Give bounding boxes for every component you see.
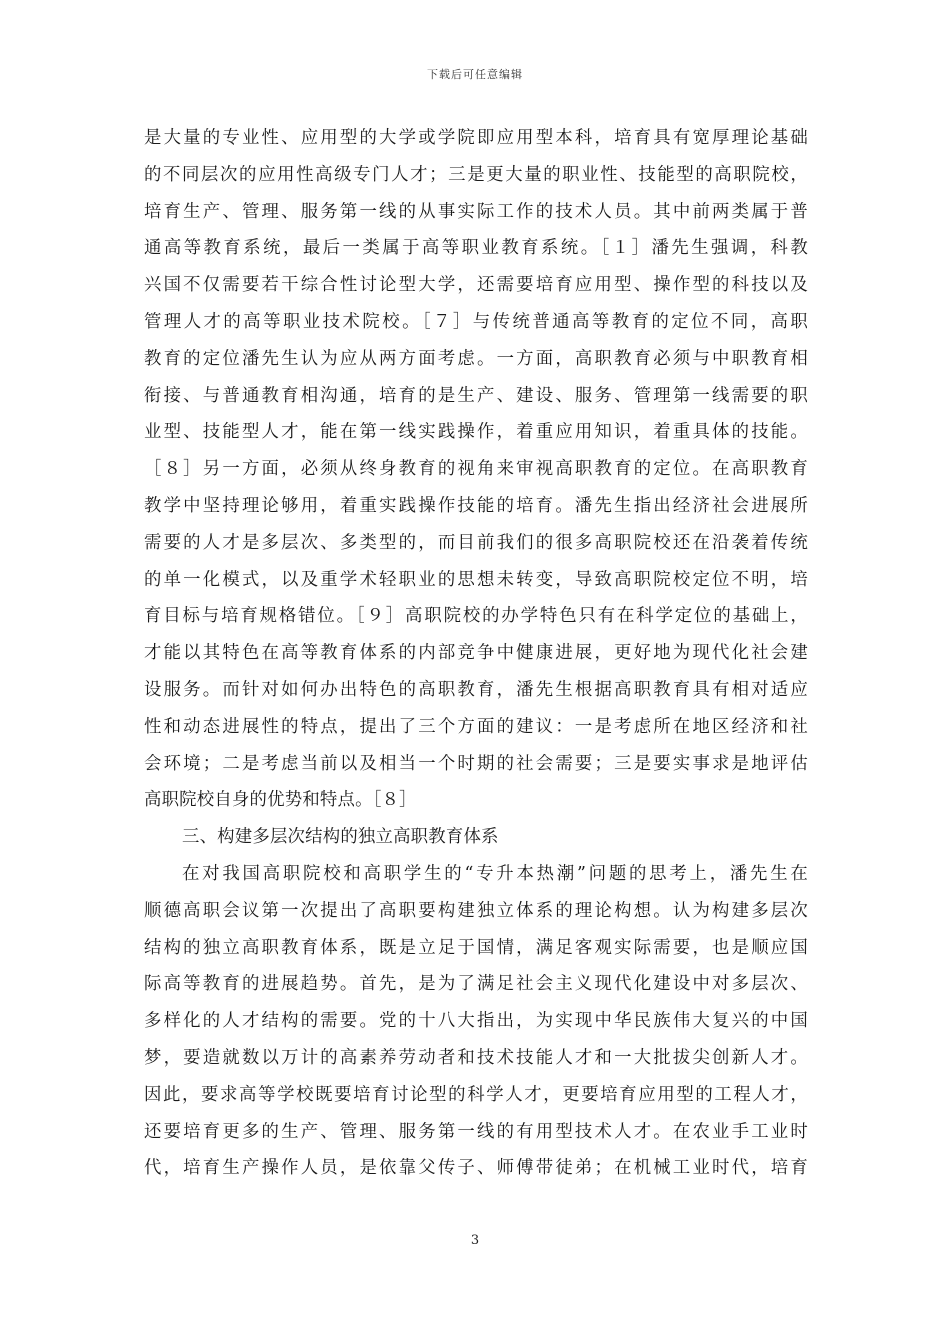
body-line: 通高等教育系统，最后一类属于高等职业教育系统。［１］潘先生强调，科教	[144, 238, 808, 259]
body-line: 是大量的专业性、应用型的大学或学院即应用型本科，培育具有宽厚理论基础	[144, 128, 808, 148]
body-line: 高职院校自身的优势和特点。［８］	[144, 790, 417, 811]
body-line: 因此，要求高等学校既要培育讨论型的科学人才，更要培育应用型的工程人才，	[144, 1084, 808, 1105]
body-line: 需要的人才是多层次、多类型的，而目前我们的很多高职院校还在沿袭着传统	[144, 532, 808, 553]
body-line: 才能以其特色在高等教育体系的内部竞争中健康进展，更好地为现代化社会建	[144, 643, 808, 664]
body-line: 教育的定位潘先生认为应从两方面考虑。一方面，高职教育必须与中职教育相	[144, 348, 808, 369]
body-line: 多样化的人才结构的需要。党的十八大指出，为实现中华民族伟大复兴的中国	[144, 1011, 808, 1032]
body-line: 兴国不仅需要若干综合性讨论型大学，还需要培育应用型、操作型的科技以及	[144, 275, 808, 296]
document-body	[144, 120, 808, 1187]
body-line: 设服务。而针对如何办出特色的高职教育，潘先生根据高职教育具有相对适应	[144, 679, 808, 700]
body-line: 代，培育生产操作人员，是依靠父传子、师傅带徒弟；在机械工业时代，培育	[144, 1158, 808, 1179]
body-line: 在对我国高职院校和高职学生的“专升本热潮”问题的思考上，潘先生在	[182, 863, 808, 884]
body-line: ［８］另一方面，必须从终身教育的视角来审视高职教育的定位。在高职教育	[144, 459, 808, 480]
page-header: 下载后可任意编辑	[427, 68, 523, 81]
body-line: 教学中坚持理论够用，着重实践操作技能的培育。潘先生指出经济社会进展所	[144, 495, 808, 516]
body-line: 结构的独立高职教育体系，既是立足于国情，满足客观实际需要，也是顺应国	[144, 937, 808, 958]
body-line: 的不同层次的应用性高级专门人才；三是更大量的职业性、技能型的高职院校，	[144, 164, 808, 185]
body-line: 业型、技能型人才，能在第一线实践操作，着重应用知识，着重具体的技能。	[144, 422, 808, 443]
body-line: 性和动态进展性的特点，提出了三个方面的建议：一是考虑所在地区经济和社	[144, 716, 808, 737]
body-line: 的单一化模式，以及重学术轻职业的思想未转变，导致高职院校定位不明，培	[144, 569, 808, 590]
body-line: 梦，要造就数以万计的高素养劳动者和技术技能人才和一大批拔尖创新人才。	[144, 1047, 808, 1068]
body-line: 际高等教育的进展趋势。首先，是为了满足社会主义现代化建设中对多层次、	[144, 974, 808, 995]
body-line: 培育生产、管理、服务第一线的从事实际工作的技术人员。其中前两类属于普	[144, 201, 808, 222]
body-line: 会环境；二是考虑当前以及相当一个时期的社会需要；三是要实事求是地评估	[144, 753, 808, 774]
body-line: 管理人才的高等职业技术院校。［７］与传统普通高等教育的定位不同，高职	[144, 311, 808, 332]
section-heading: 三、构建多层次结构的独立高职教育体系	[182, 827, 499, 848]
page-number: 3	[470, 1233, 480, 1248]
body-line: 育目标与培育规格错位。［９］高职院校的办学特色只有在科学定位的基础上，	[144, 606, 808, 627]
body-line: 还要培育更多的生产、管理、服务第一线的有用型技术人才。在农业手工业时	[144, 1121, 808, 1142]
body-line: 衔接、与普通教育相沟通，培育的是生产、建设、服务、管理第一线需要的职	[144, 385, 808, 406]
body-line: 顺德高职会议第一次提出了高职要构建独立体系的理论构想。认为构建多层次	[144, 900, 808, 921]
